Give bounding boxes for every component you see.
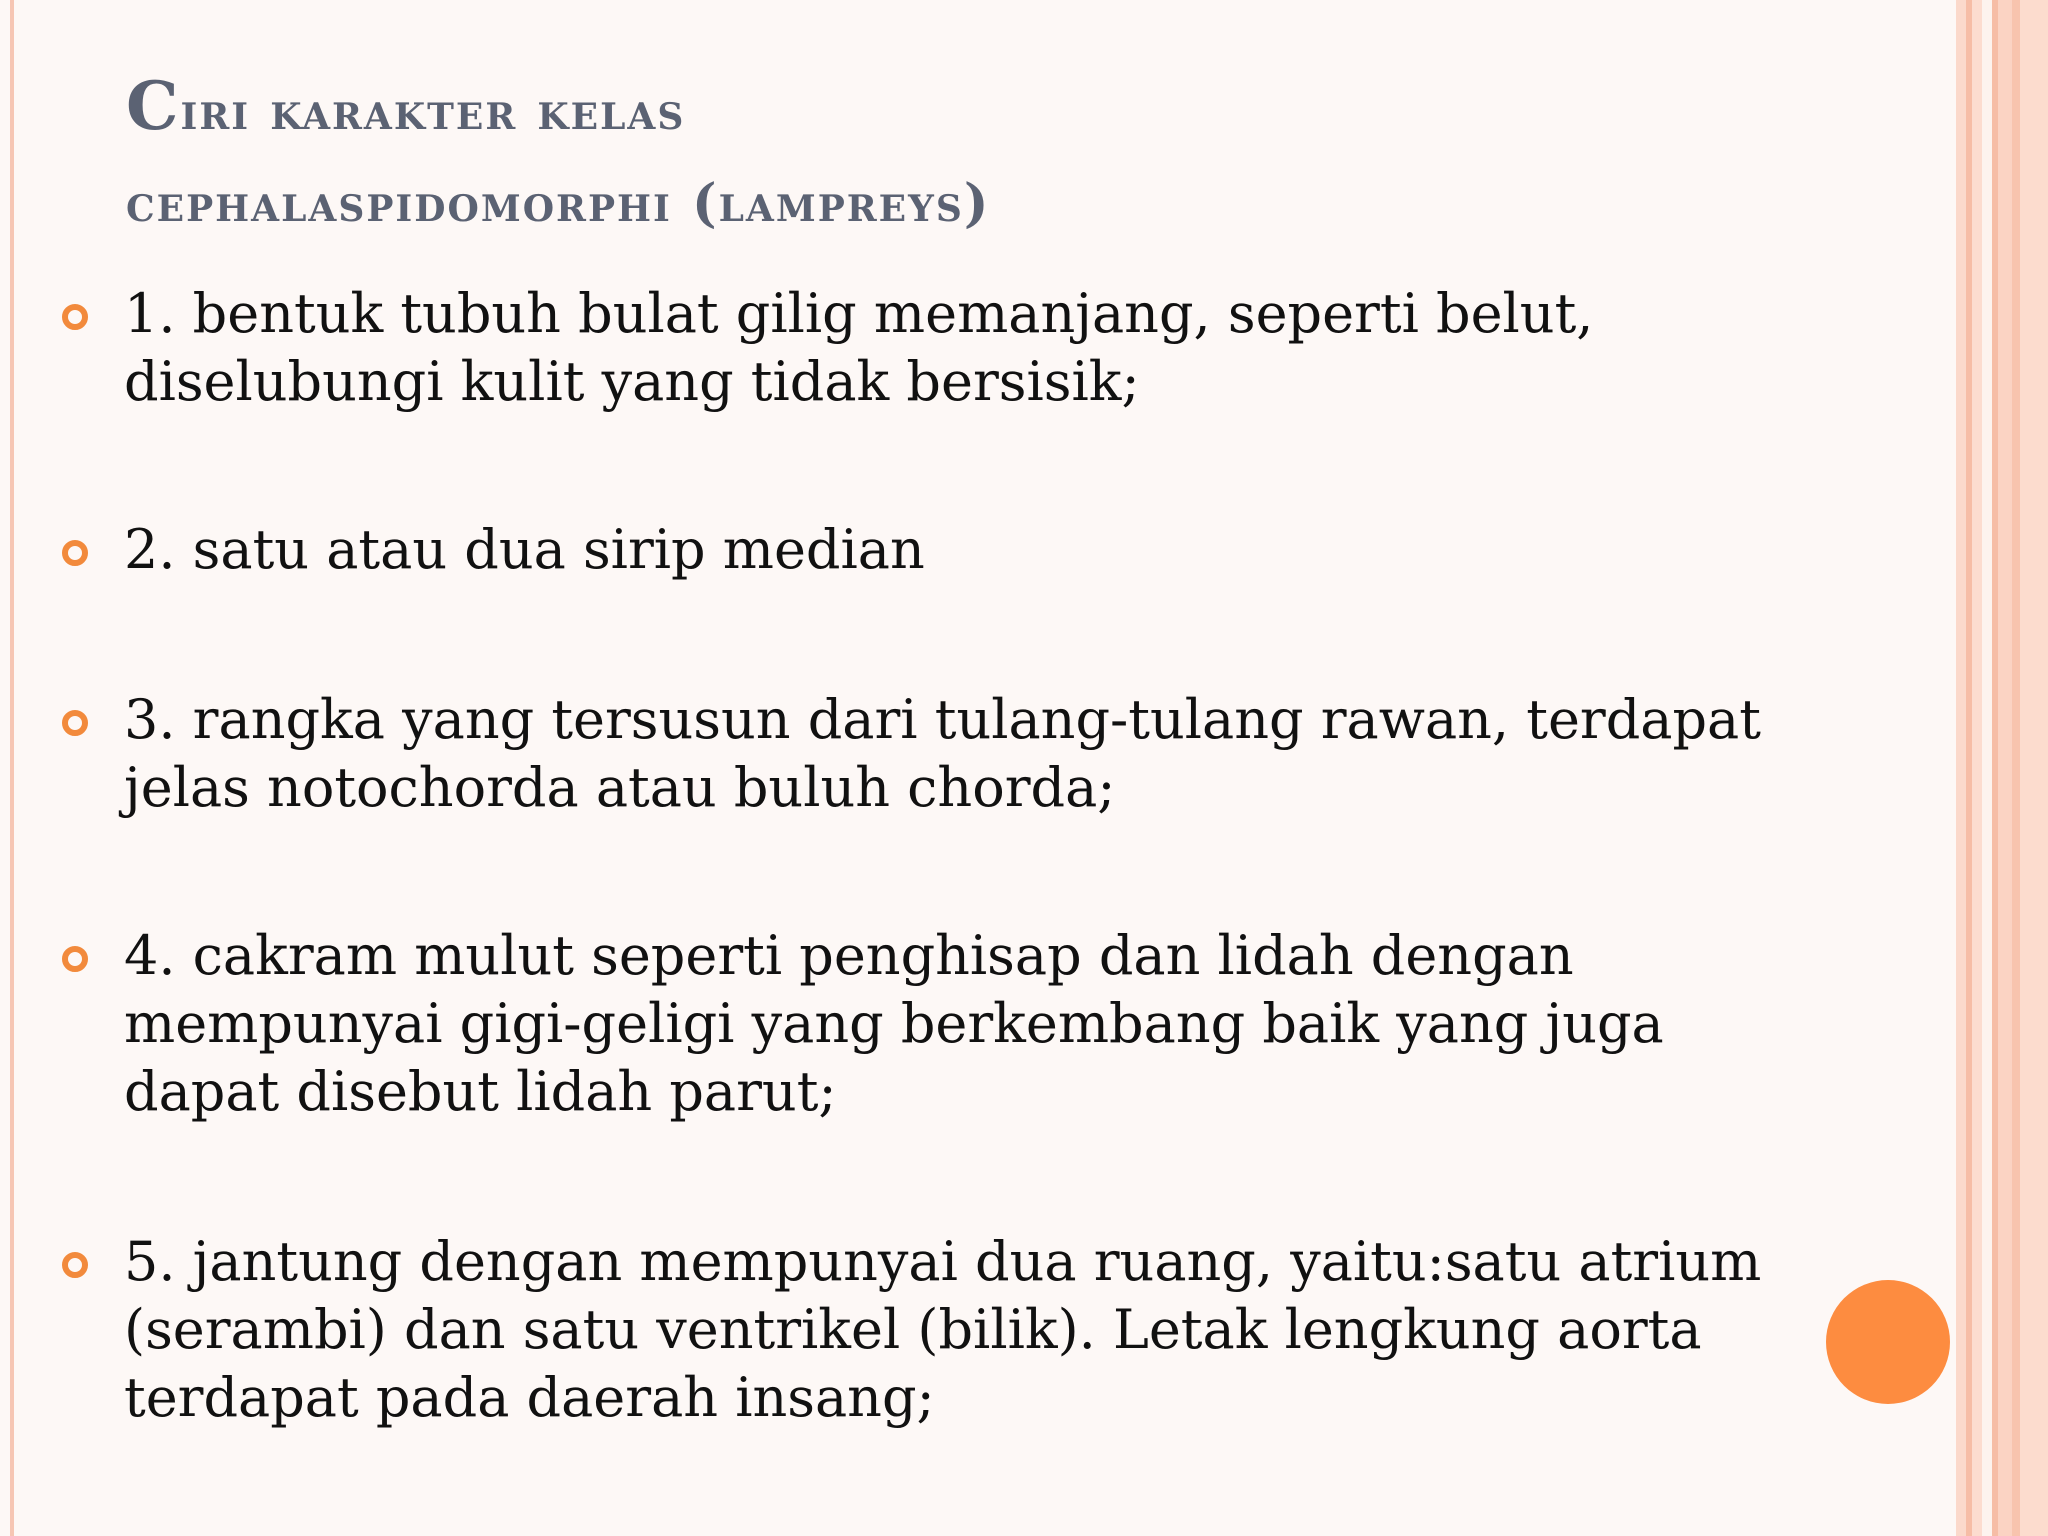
ring-bullet-icon xyxy=(62,540,88,566)
ring-bullet-icon xyxy=(62,1252,88,1278)
right-stripe xyxy=(1956,0,1966,1536)
right-stripe xyxy=(1972,0,1982,1536)
right-stripe xyxy=(1982,0,1992,1536)
title-initial: C xyxy=(126,67,181,145)
bullet-text: 3. rangka yang tersusun dari tulang-tulang rawan, terdapat jelas notochorda atau buluh chorda; xyxy=(124,688,1761,819)
bullet-text: 5. jantung dengan mempunyai dua ruang, yaitu:satu atrium (serambi) dan satu ventrikel (bilik). Letak lengkung aorta terdapat pada daerah insang; xyxy=(124,1230,1762,1429)
bullet-text: 2. satu atau dua sirip median xyxy=(124,518,925,581)
orange-circle-decoration xyxy=(1826,1280,1950,1404)
bullet-text: 1. bentuk tubuh bulat gilig memanjang, seperti belut, diselubungi kulit yang tidak bersisik; xyxy=(124,282,1594,413)
right-stripe xyxy=(2012,0,2020,1536)
ring-bullet-icon xyxy=(62,946,88,972)
title-line2: cephalaspidomorphi (lampreys) xyxy=(126,173,991,234)
right-stripe xyxy=(1998,0,2012,1536)
title-line1: iri karakter kelas xyxy=(180,81,686,142)
slide-title xyxy=(126,60,1886,250)
bullet-text: 4. cakram mulut seperti penghisap dan lidah dengan mempunyai gigi-geligi yang berkembang baik yang juga dapat disebut lidah parut; xyxy=(124,924,1664,1123)
right-stripe xyxy=(2020,0,2048,1536)
left-accent-line xyxy=(10,0,14,1536)
ring-bullet-icon xyxy=(62,304,88,330)
ring-bullet-icon xyxy=(62,710,88,736)
